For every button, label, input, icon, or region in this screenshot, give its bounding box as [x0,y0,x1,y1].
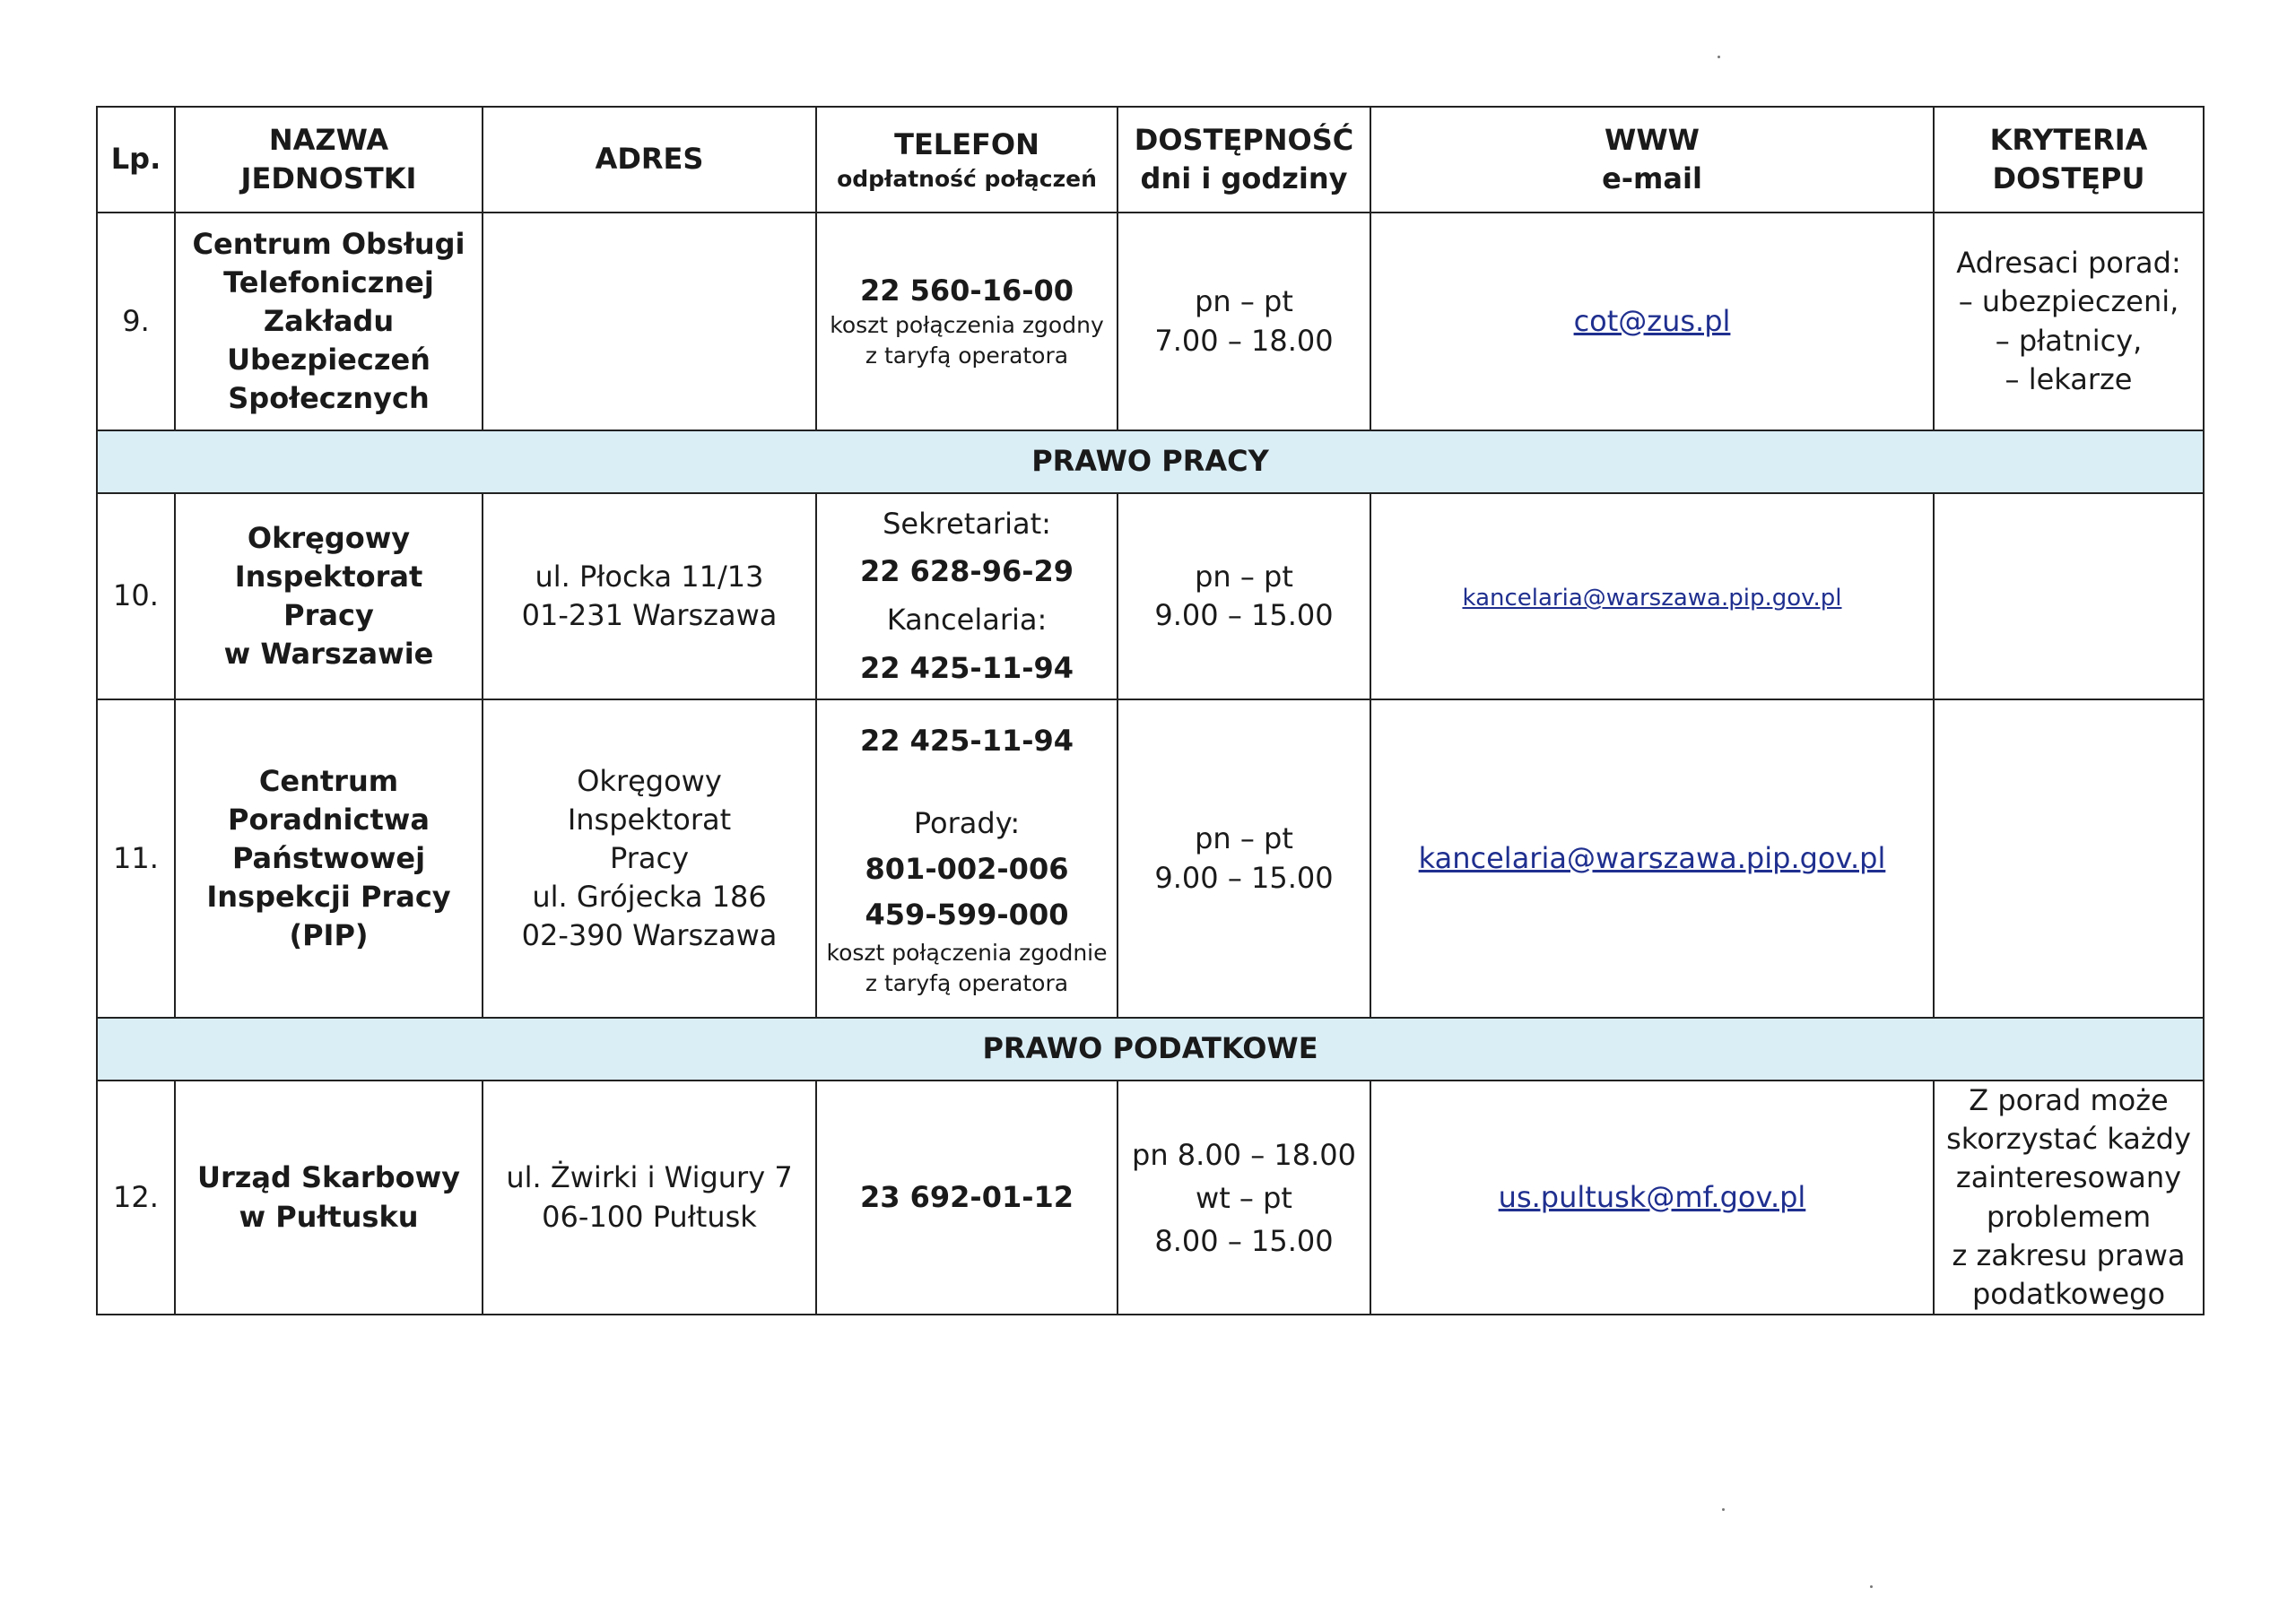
phone-cost-note: z taryfą operatora [865,343,1069,369]
phone-number: 22 628-96-29 [859,554,1074,589]
criteria-line: problemem [1986,1199,2152,1234]
header-phone [816,107,1118,213]
phone-number: 801-002-006 [865,851,1069,886]
criteria-line: podatkowego [1971,1276,2166,1311]
phone-cost-note: koszt połączenia zgodnie [826,940,1108,967]
email-link[interactable]: kancelaria@warszawa.pip.gov.pl [1418,840,1886,875]
header-availability [1118,107,1370,213]
header-name [175,107,483,213]
unit-name-line: Społecznych [228,381,430,416]
section-title-labor: PRAWO PRACY [97,430,2204,493]
header-address: ADRES [483,107,816,213]
unit-address [483,699,816,1018]
email-link[interactable]: us.pultusk@mf.gov.pl [1498,1179,1806,1214]
availability-line: pn 8.00 – 18.00 [1132,1137,1356,1172]
unit-availability [1118,1081,1370,1315]
criteria-line: – ubezpieczeni, [1958,284,2179,319]
availability-line: pn – pt [1195,559,1293,594]
availability-line: 8.00 – 15.00 [1154,1223,1334,1258]
criteria-line: skorzystać każdy [1946,1122,2191,1157]
unit-availability [1118,699,1370,1018]
address-line: ul. Grójecka 186 [532,880,767,915]
header-phone-line1: TELEFON [894,126,1039,161]
scan-speck [1870,1585,1873,1588]
phone-number: 22 560-16-00 [859,273,1074,308]
address-line: Pracy [609,840,690,875]
phone-number: 22 425-11-94 [859,650,1074,685]
unit-name-line: Okręgowy [247,520,411,555]
header-www-line2: e-mail [1602,161,1702,195]
unit-name-line: Telefonicznej [223,265,434,299]
availability-line: 7.00 – 18.00 [1154,323,1334,358]
unit-availability [1118,493,1370,699]
phone-label: Sekretariat: [883,506,1051,541]
table-row [97,1081,2204,1315]
unit-email [1370,1081,1934,1315]
unit-name-line: Poradnictwa [228,802,430,837]
address-line: 06-100 Pułtusk [542,1199,757,1234]
phone-cost-note: koszt połączenia zgodny [830,312,1104,339]
unit-availability [1118,213,1370,430]
address-line: ul. Żwirki i Wigury 7 [506,1160,793,1195]
header-criteria [1934,107,2204,213]
unit-address [483,1081,816,1315]
table-row [97,699,2204,1018]
unit-phone [816,699,1118,1018]
scan-speck [1718,56,1720,58]
section-row [97,1018,2204,1081]
unit-name-line: Urząd Skarbowy [196,1160,461,1195]
access-criteria [1934,493,2204,699]
phone-number: 23 692-01-12 [859,1179,1074,1214]
unit-name-line: Centrum Obsługi [192,226,465,261]
contact-table [96,106,2205,1315]
criteria-line: zainteresowany [1955,1160,2182,1195]
criteria-line: Adresaci porad: [1956,246,2181,281]
address-line: ul. Płocka 11/13 [535,559,764,594]
phone-number: 22 425-11-94 [859,724,1074,759]
availability-line: wt – pt [1196,1180,1292,1215]
phone-spacer [826,765,1108,801]
header-lp: Lp. [97,107,175,213]
unit-phone [816,493,1118,699]
criteria-line: Z porad może [1969,1083,2169,1117]
unit-address [483,213,816,430]
availability-line: pn – pt [1195,821,1293,856]
address-line: 02-390 Warszawa [521,918,778,953]
phone-cost-note: z taryfą operatora [865,969,1069,996]
address-line: 01-231 Warszawa [521,598,778,632]
unit-phone [816,1081,1118,1315]
unit-name-line: Państwowej [231,840,426,875]
header-www [1370,107,1934,213]
unit-name-line: Ubezpieczeń [227,343,430,378]
section-title-tax: PRAWO PODATKOWE [97,1018,2204,1081]
header-name-line2: JEDNOSTKI [240,161,417,195]
availability-line: pn – pt [1195,284,1293,319]
unit-name [175,699,483,1018]
unit-email [1370,699,1934,1018]
unit-name-line: Inspektorat Pracy [234,559,423,632]
unit-address [483,493,816,699]
header-criteria-line2: DOSTĘPU [1992,161,2145,195]
unit-name-line: (PIP) [289,918,369,953]
header-phone-line2: odpłatność połączeń [837,165,1097,192]
table-header-row [97,107,2204,213]
unit-phone [816,213,1118,430]
unit-name-line: w Warszawie [223,637,434,672]
scan-speck [1722,1508,1725,1511]
header-name-line1: NAZWA [268,122,389,157]
unit-name-line: Inspekcji Pracy [206,880,451,915]
phone-label: Porady: [913,805,1021,840]
address-line: Okręgowy Inspektorat [567,763,732,837]
access-criteria [1934,213,2204,430]
row-number: 11. [97,699,175,1018]
unit-name-line: Centrum [258,763,399,798]
table-row [97,213,2204,430]
phone-label: Kancelaria: [886,603,1048,637]
criteria-line: z zakresu prawa [1952,1237,2186,1272]
access-criteria [1934,699,2204,1018]
criteria-line: – płatnicy, [1995,323,2143,358]
unit-name [175,493,483,699]
header-avail-line2: dni i godziny [1140,161,1348,195]
row-number: 9. [97,213,175,430]
unit-name [175,213,483,430]
table-row [97,493,2204,699]
section-row [97,430,2204,493]
unit-name-line: Zakładu [263,303,395,338]
unit-email [1370,493,1934,699]
availability-line: 9.00 – 15.00 [1154,598,1334,632]
access-criteria [1934,1081,2204,1315]
unit-name-line: w Pułtusku [239,1199,419,1234]
availability-line: 9.00 – 15.00 [1154,860,1334,895]
criteria-line: – lekarze [2005,361,2133,396]
row-number: 10. [97,493,175,699]
header-criteria-line1: KRYTERIA [1989,122,2148,157]
row-number: 12. [97,1081,175,1315]
email-link[interactable]: cot@zus.pl [1573,303,1731,338]
header-www-line1: WWW [1605,122,1700,157]
email-link[interactable]: kancelaria@warszawa.pip.gov.pl [1462,585,1842,612]
phone-number: 459-599-000 [865,897,1069,932]
header-avail-line1: DOSTĘPNOŚĆ [1134,122,1354,157]
unit-email [1370,213,1934,430]
unit-name [175,1081,483,1315]
